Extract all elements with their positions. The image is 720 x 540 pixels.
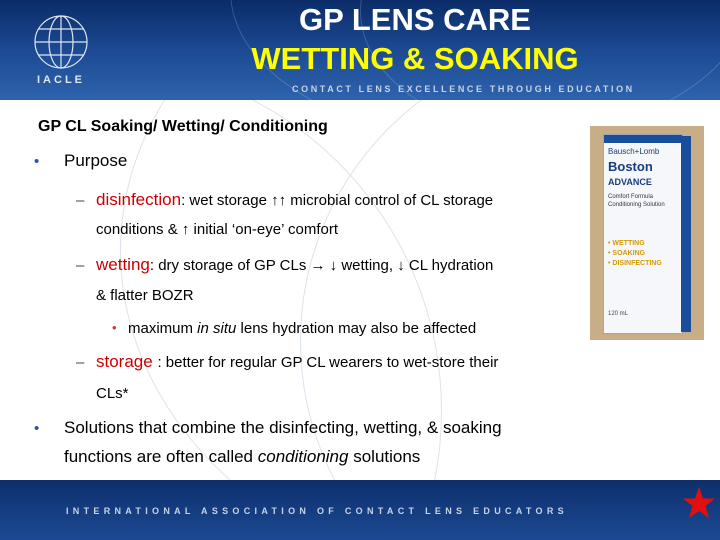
dash-icon: – — [76, 354, 85, 371]
bullet-icon: • — [34, 153, 40, 170]
slide-title-sub: WETTING & SOAKING — [251, 41, 579, 76]
product-variant: ADVANCE — [608, 177, 652, 187]
term-storage: storage — [96, 352, 158, 371]
item-wetting-text: : dry storage of GP CLs → ↓ wetting, ↓ CL hydration — [149, 257, 494, 274]
product-box-side — [681, 136, 691, 332]
term-wetting: wetting — [96, 255, 150, 274]
item-disinfection-text: : wet storage ↑↑ microbial control of CL storage — [181, 192, 494, 209]
footer-text: INTERNATIONAL ASSOCIATION OF CONTACT LENS EDUCATORS — [66, 506, 568, 516]
product-box-image — [603, 134, 683, 334]
item-storage-cont: CLs* — [96, 385, 129, 402]
bullet-purpose: Purpose — [64, 151, 128, 170]
sub-bullet-icon: • — [112, 320, 117, 335]
item-disinfection-cont: conditions & ↑ initial ‘on-eye’ comfort — [96, 221, 339, 238]
product-volume: 120 mL — [608, 311, 629, 317]
dash-icon: – — [76, 257, 85, 274]
sub-item-hydration: maximum in situ lens hydration may also be affected — [128, 320, 477, 337]
bullet-icon: • — [34, 420, 40, 437]
slide-title: GP LENS CARE — [299, 2, 531, 37]
product-description: Comfort Formula Conditioning Solution — [608, 194, 665, 208]
bullet-solutions: Solutions that combine the disinfecting, wetting, & soaking — [64, 418, 502, 437]
term-disinfection: disinfection — [96, 190, 182, 209]
product-uses: • WETTING • SOAKING • DISINFECTING — [608, 240, 662, 267]
star-icon — [682, 486, 716, 520]
content-heading: GP CL Soaking/ Wetting/ Conditioning — [38, 118, 328, 135]
bullet-solutions-cont: functions are often called conditioning solutions — [64, 447, 421, 466]
product-brand: Bausch+Lomb — [608, 147, 660, 156]
dash-icon: – — [76, 192, 85, 209]
slide-footer — [0, 480, 720, 540]
item-wetting-cont: & flatter BOZR — [96, 287, 194, 304]
item-storage-text: : better for regular GP CL wearers to wet-store their — [157, 354, 499, 371]
product-name: Boston — [608, 159, 653, 174]
header-tagline: CONTACT LENS EXCELLENCE THROUGH EDUCATION — [292, 84, 635, 94]
item-disinfection — [96, 190, 493, 210]
item-wetting — [96, 255, 493, 275]
slide-header — [0, 0, 720, 100]
logo-text: IACLE — [37, 74, 85, 86]
item-storage — [96, 352, 498, 372]
